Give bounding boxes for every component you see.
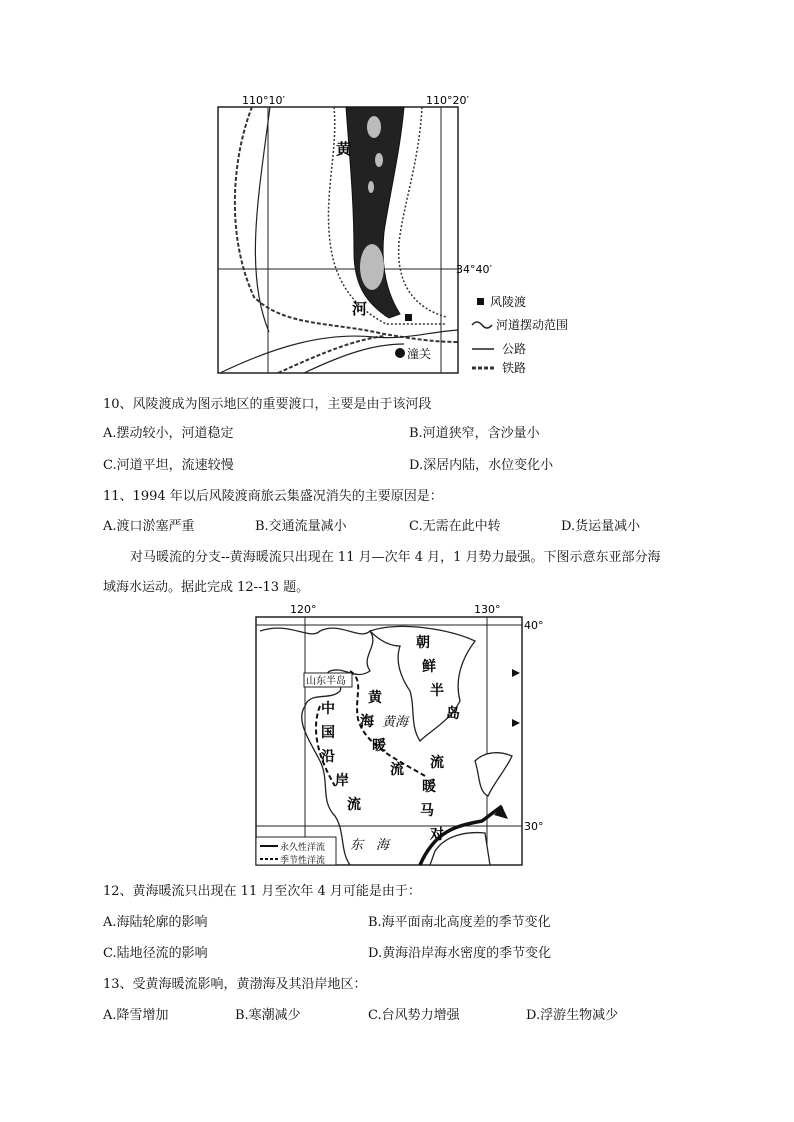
- q13-option-c[interactable]: C.台风势力增强: [368, 1008, 460, 1023]
- map1-lon-right: 110°20′: [426, 94, 469, 107]
- q12-option-c[interactable]: C.陆地径流的影响: [103, 946, 208, 961]
- question-11-stem: 11、1994 年以后风陵渡商旅云集盛况消失的主要原因是：: [103, 489, 443, 504]
- east-asia-currents-map: [250, 601, 550, 869]
- east-sea-label: 东 海: [350, 838, 390, 853]
- tsushima-label-2: 暖: [422, 779, 436, 795]
- china-coast-label-5: 流: [347, 797, 361, 813]
- question-10-stem: 10、风陵渡成为图示地区的重要渡口，主要是由于该河段: [103, 397, 432, 412]
- map2-lat-bottom: 30°: [524, 820, 544, 833]
- tsushima-label-3: 马: [420, 803, 434, 819]
- tsushima-label-1: 流: [430, 755, 444, 771]
- china-coast-label-2: 国: [321, 725, 335, 741]
- yellow-sea-label: 黄海: [382, 715, 409, 730]
- korea-label-1: 朝: [416, 635, 430, 651]
- legend-seasonal-label: 季节性洋流: [280, 856, 326, 866]
- map1-lat: 34°40′: [456, 263, 492, 276]
- tsushima-label-4: 对: [430, 827, 444, 843]
- q13-option-d[interactable]: D.浮游生物减少: [526, 1008, 619, 1023]
- korea-label-2: 鲜: [422, 659, 436, 675]
- sand-island: [368, 181, 374, 193]
- legend-swing-label: 河道摆动范围: [496, 318, 569, 332]
- fenglingdu-ferry-marker: [405, 314, 412, 321]
- legend-swing-symbol: [472, 322, 492, 328]
- river-label-huang: 黄: [336, 140, 352, 158]
- q10-option-a[interactable]: A.摆动较小，河道稳定: [103, 426, 234, 441]
- shandong-label: 山东半岛: [306, 676, 346, 687]
- yellow-warm-label-2: 海: [360, 714, 374, 730]
- q12-option-d[interactable]: D.黄海沿岸海水密度的季节变化: [368, 946, 552, 961]
- sand-island: [360, 244, 384, 290]
- yellow-warm-label-3: 暖: [372, 738, 386, 754]
- q11-option-c[interactable]: C.无需在此中转: [409, 519, 501, 534]
- china-coast-label-3: 沿: [321, 749, 335, 765]
- q11-option-d[interactable]: D.货运量减小: [561, 519, 641, 534]
- q10-option-c[interactable]: C.河道平坦，流速较慢: [103, 458, 234, 473]
- legend-ferry-symbol: [477, 298, 484, 305]
- sand-island: [367, 116, 381, 138]
- fenglingdu-map: [214, 92, 584, 378]
- yellow-warm-label-4: 流: [390, 762, 404, 778]
- legend-rail-label: 铁路: [502, 361, 527, 375]
- intro-line-1: 对马暖流的分支--黄海暖流只出现在 11 月—次年 4 月，1 月势力最强。下图示意东亚部分海: [130, 550, 661, 565]
- question-12-stem: 12、黄海暖流只出现在 11 月至次年 4 月可能是由于：: [103, 884, 421, 899]
- korea-label-3: 半: [430, 683, 444, 699]
- q11-option-b[interactable]: B.交通流量减小: [255, 519, 347, 534]
- q12-option-a[interactable]: A.海陆轮廓的影响: [103, 915, 208, 930]
- map2-lat-top: 40°: [524, 619, 544, 632]
- china-coast-label-4: 岸: [335, 773, 349, 789]
- q12-option-b[interactable]: B.海平面南北高度差的季节变化: [368, 915, 551, 930]
- map1-lon-left: 110°10′: [242, 94, 285, 107]
- river-label-he: 河: [352, 300, 368, 318]
- question-13-stem: 13、受黄海暖流影响，黄渤海及其沿岸地区：: [103, 977, 367, 992]
- china-coast-label-1: 中: [321, 701, 335, 717]
- q10-option-d[interactable]: D.深居内陆，水位变化小: [409, 458, 554, 473]
- legend-ferry-label: 风陵渡: [490, 295, 527, 309]
- yellow-warm-label-1: 黄: [368, 690, 382, 706]
- korea-label-4: 岛: [446, 706, 460, 722]
- tongguan-dot: [395, 348, 405, 358]
- q13-option-a[interactable]: A.降雪增加: [103, 1008, 169, 1023]
- tongguan-label: 潼关: [407, 347, 432, 361]
- map2-frame: [256, 617, 522, 865]
- map2-lon-left: 120°: [290, 603, 317, 616]
- q11-option-a[interactable]: A.渡口淤塞严重: [103, 519, 195, 534]
- q13-option-b[interactable]: B.寒潮减少: [235, 1008, 301, 1023]
- q10-option-b[interactable]: B.河道狭窄，含沙量小: [409, 426, 540, 441]
- legend-permanent-label: 永久性洋流: [280, 843, 326, 853]
- intro-line-2: 域海水运动。据此完成 12--13 题。: [103, 580, 310, 595]
- sand-island: [375, 153, 383, 167]
- legend-road-label: 公路: [502, 342, 527, 356]
- map2-lon-right: 130°: [474, 603, 501, 616]
